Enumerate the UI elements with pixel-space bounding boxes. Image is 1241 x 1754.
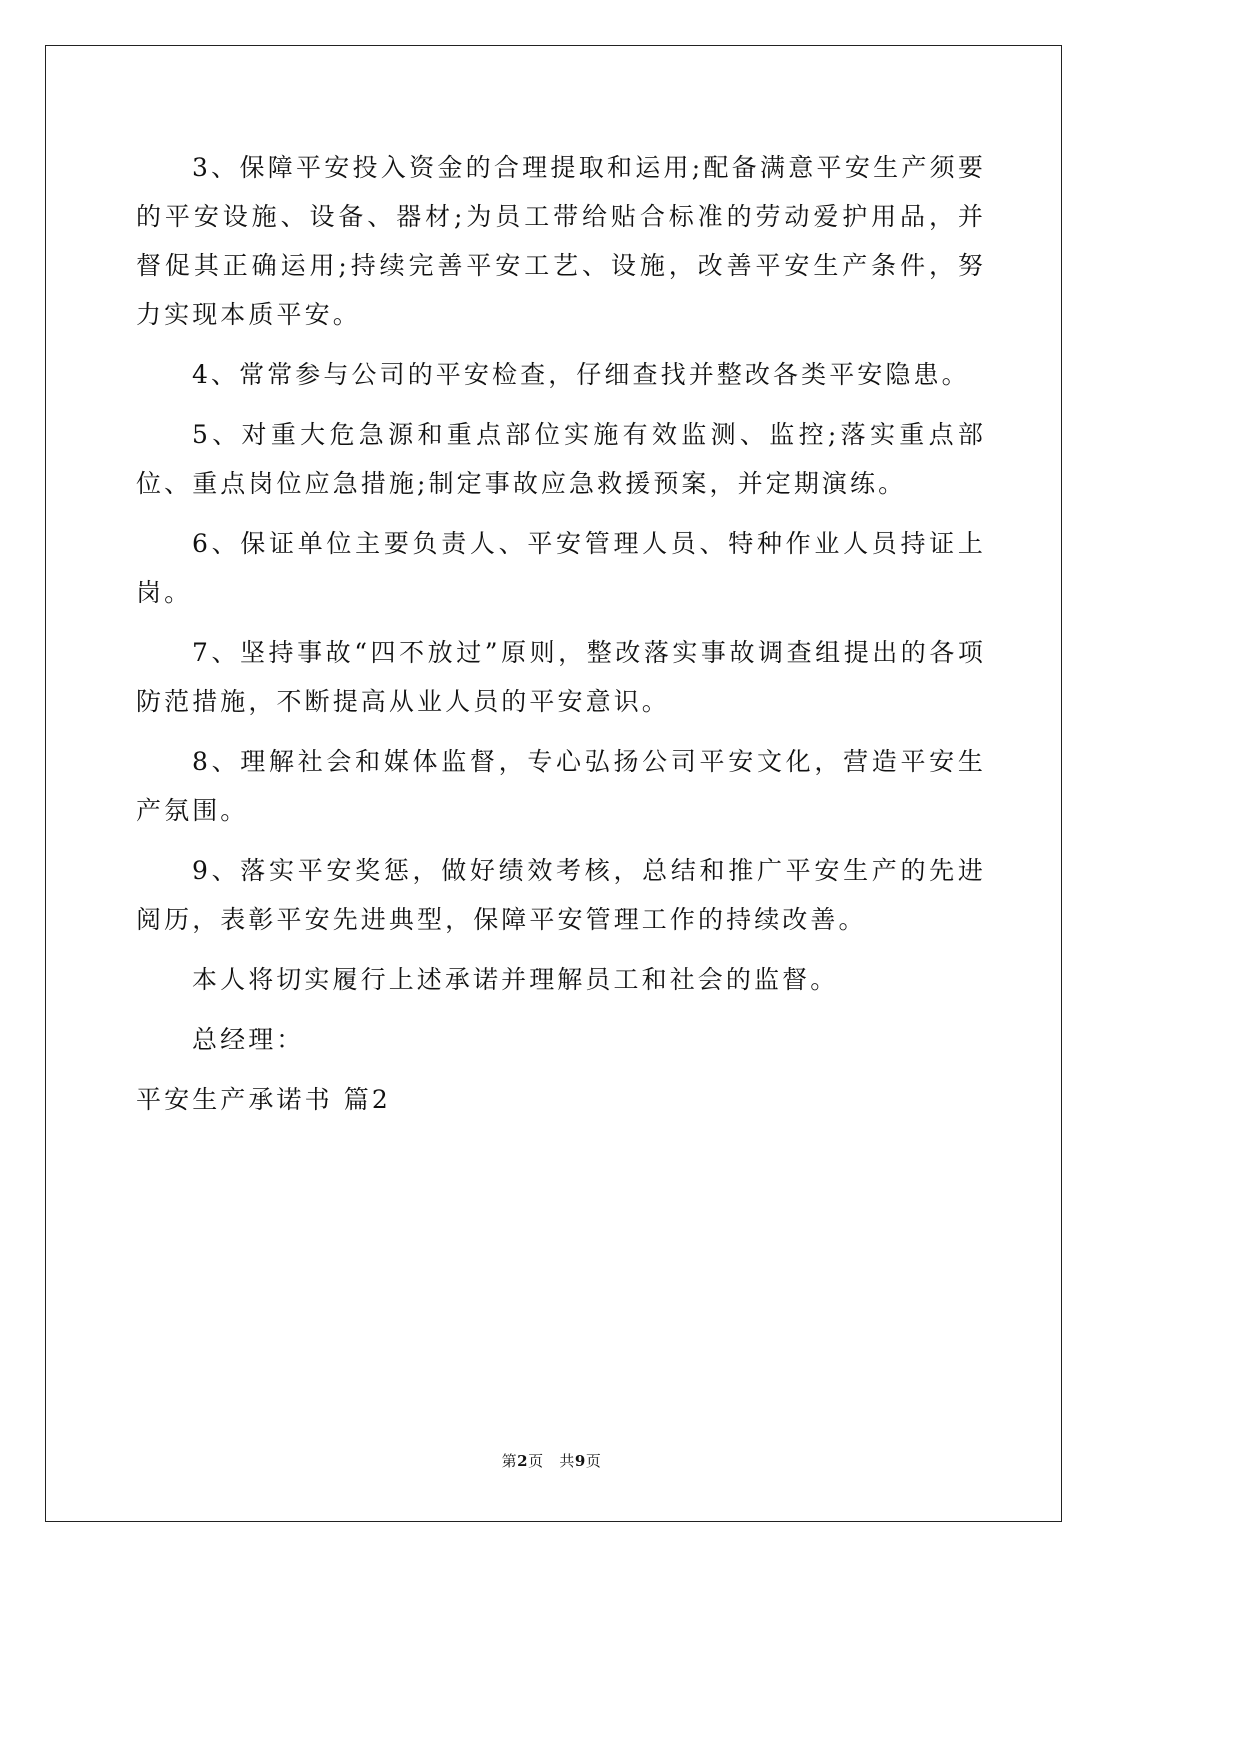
footer-page-prefix: 第 — [501, 1452, 518, 1470]
paragraph-item-9: 9、落实平安奖惩，做好绩效考核，总结和推广平安生产的先进阅历，表彰平安先进典型，保障平安管理工作的持续改善。 — [136, 856, 986, 934]
document-body — [136, 143, 986, 1135]
paragraph-item-3: 3、保障平安投入资金的合理提取和运用;配备满意平安生产须要的平安设施、设备、器材;为员工带给贴合标准的劳动爱护用品，并督促其正确运用;持续完善平安工艺、设施，改善平安生产条件，努力实现本质平安。 — [136, 153, 986, 329]
footer-total-prefix: 共 — [559, 1452, 575, 1470]
paragraph-item-8: 8、理解社会和媒体监督，专心弘扬公司平安文化，营造平安生产氛围。 — [136, 747, 986, 825]
paragraph-item-5: 5、对重大危急源和重点部位实施有效监测、监控;落实重点部位、重点岗位应急措施;制定事故应急救援预案，并定期演练。 — [136, 420, 986, 498]
paragraph-item-4: 4、常常参与公司的平安检查，仔细查找并整改各类平安隐患。 — [192, 360, 970, 389]
paragraph-item-6: 6、保证单位主要负责人、平安管理人员、特种作业人员持证上岗。 — [136, 529, 986, 607]
footer-total-pages: 9 — [574, 1452, 586, 1470]
footer-current-page: 2 — [517, 1452, 529, 1470]
commitment-statement: 本人将切实履行上述承诺并理解员工和社会的监督。 — [192, 965, 839, 994]
footer-total-suffix: 页 — [585, 1452, 602, 1470]
paragraph-item-7: 7、坚持事故“四不放过”原则，整改落实事故调查组提出的各项防范措施，不断提高从业人员的平安意识。 — [136, 638, 986, 716]
page-footer — [0, 1451, 1103, 1471]
signature-label: 总经理： — [192, 1025, 305, 1054]
footer-page-mid: 页 — [528, 1452, 544, 1470]
section-heading: 平安生产承诺书 篇2 — [136, 1085, 391, 1114]
